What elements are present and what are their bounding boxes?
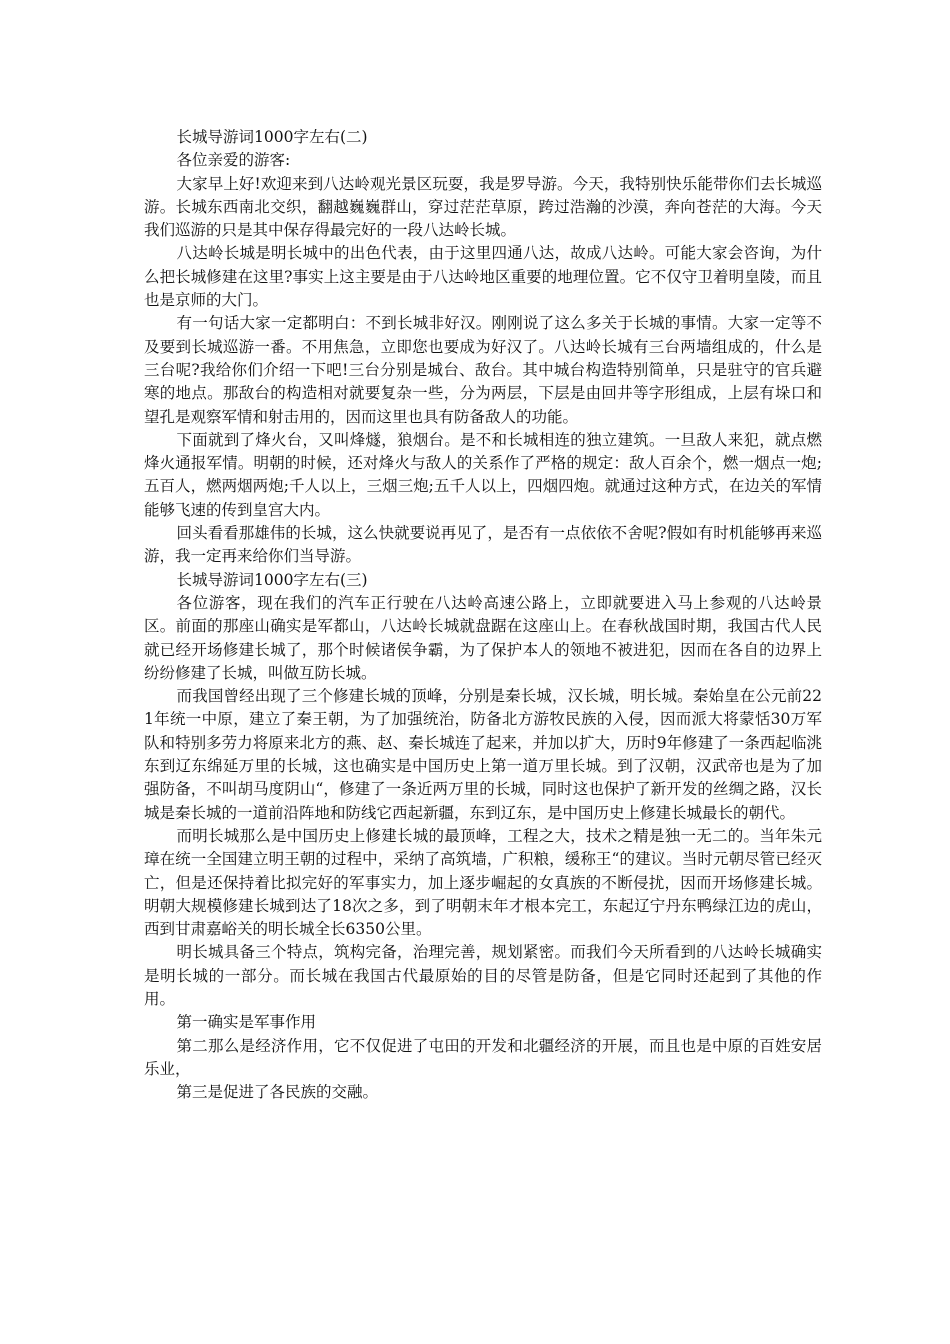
greeting-line: 各位亲爱的游客: bbox=[176, 151, 291, 170]
paragraph: 明长城具备三个特点，筑构完备，治理完善，规划紧密。而我们今天所看到的八达岭长城确实是明长城的一部分。而长城在我国古代最原始的目的尽管是防备，但是它同时还起到了其他的作用。 bbox=[144, 943, 822, 1008]
paragraph: 有一句话大家一定都明白：不到长城非好汉。刚刚说了这么多关于长城的事情。大家一定等不及要到长城巡游一番。不用焦急，立即您也要成为好汉了。八达岭长城有三台两墙组成的，什么是三台呢?我给你们介绍一下吧!三台分别是城台、敌台。其中城台构造特别简单，只是驻守的官兵避寒的地点。那敌台的构造相对就要复杂一些，分为两层，下层是由回井等字形组成，上层有垛口和望孔是观察军情和射击用的，因而这里也具有防备敌人的功能。 bbox=[144, 314, 822, 426]
paragraph: 大家早上好!欢迎来到八达岭观光景区玩耍，我是罗导游。今天，我特别快乐能带你们去长城巡游。长城东西南北交织，翻越巍巍群山，穿过茫茫草原，跨过浩瀚的沙漠，奔向苍茫的大海。今天我们巡游的只是其中保存得最完好的一段八达岭长城。 bbox=[144, 174, 822, 240]
list-item: 第一确实是军事作用 bbox=[176, 1013, 317, 1032]
paragraph: 八达岭长城是明长城中的出色代表，由于这里四通八达，故成八达岭。可能大家会咨询，为什么把长城修建在这里?事实上这主要是由于八达岭地区重要的地理位置。它不仅守卫着明皇陵，而且也是京师的大门。 bbox=[144, 244, 822, 310]
list-item: 第三是促进了各民族的交融。 bbox=[176, 1083, 379, 1102]
section-heading-2: 长城导游词1000字左右(二) bbox=[176, 128, 368, 146]
paragraph: 下面就到了烽火台，又叫烽燧，狼烟台。是不和长城相连的独立建筑。一旦敌人来犯，就点燃烽火通报军情。明朝的时候，还对烽火与敌人的关系作了严格的规定：敌人百余个，燃一烟点一炮;五百人，燃两烟两炮;千人以上，三烟三炮;五千人以上，四烟四炮。就通过这种方式，在边关的军情能够飞速的传到皇宫大内。 bbox=[144, 430, 822, 519]
paragraph: 回头看看那雄伟的长城，这么快就要说再见了，是否有一点依依不舍呢?假如有时机能够再来巡游，我一定再来给你们当导游。 bbox=[144, 524, 822, 566]
document-body bbox=[144, 126, 822, 1104]
section-heading-3: 长城导游词1000字左右(三) bbox=[176, 570, 368, 589]
paragraph: 而明长城那么是中国历史上修建长城的最顶峰，工程之大，技术之精是独一无二的。当年朱元璋在统一全国建立明王朝的过程中，采纳了高筑墙，广积粮，缓称王“的建议。当时元朝尽管已经灭亡，但是还保持着比拟完好的军事实力，加上逐步崛起的女真族的不断侵扰，因而开场修建长城。明朝大规模修建长城到达了18次之多，到了明朝末年才根本完工，东起辽宁丹东鸭绿江边的虎山，西到甘肃嘉峪关的明长城全长6350公里。 bbox=[144, 826, 822, 939]
list-item: 第二那么是经济作用，它不仅促进了屯田的开发和北疆经济的开展，而且也是中原的百姓安居乐业， bbox=[144, 1036, 822, 1078]
paragraph: 各位游客，现在我们的汽车正行驶在八达岭高速公路上，立即就要进入马上参观的八达岭景区。前面的那座山确实是军都山，八达岭长城就盘踞在这座山上。在春秋战国时期，我国古代人民就已经开场修建长城了，那个时候诸侯争霸，为了保护本人的领地不被进犯，因而在各自的边界上纷纷修建了长城，叫做互防长城。 bbox=[144, 593, 822, 682]
paragraph: 而我国曾经出现了三个修建长城的顶峰，分别是秦长城，汉长城，明长城。秦始皇在公元前221年统一中原，建立了秦王朝，为了加强统治，防备北方游牧民族的入侵，因而派大将蒙恬30万军队和特别多劳力将原来北方的燕、赵、秦长城连了起来，并加以扩大，历时9年修建了一条西起临洮东到辽东绵延万里的长城，这也确实是中国历史上第一道万里长城。到了汉朝，汉武帝也是为了加强防备，不叫胡马度阴山“，修建了一条近两万里的长城，同时这也保护了新开发的丝绸之路，汉长城是秦长城的一道前沿阵地和防线它西起新疆，东到辽东，是中国历史上修建长城最长的朝代。 bbox=[144, 687, 822, 822]
